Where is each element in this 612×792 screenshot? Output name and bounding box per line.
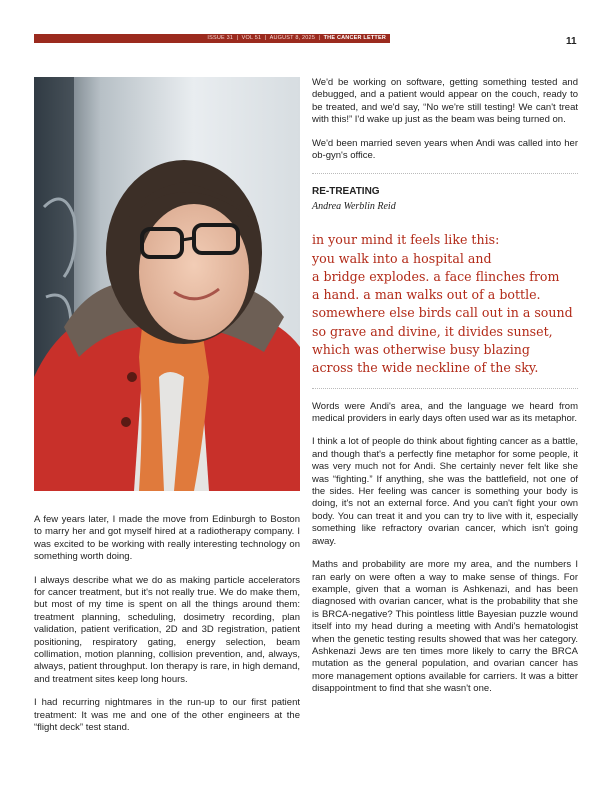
poem-title: RE-TREATING (312, 186, 380, 198)
date-label: AUGUST 8, 2025 (269, 35, 316, 41)
poem-line: somewhere else birds call out in a sound (312, 305, 573, 321)
left-paragraph-2: I always describe what we do as making particle accelerators for cancer treatment, but it's not really true. We do make them, but most of my time is spent on all the things around them: treatment planning, scheduling, dosimetry recording, plan validation, patient verification, 2D and 3D registration, patient positioning, respiratory gating, energy selection, beam collimation, motion planning, collision prevention, and, always, always, patient throughput. Ion therapy is rare, in high demand, and treatment sites keep long hours. (34, 574, 300, 685)
right-paragraph-5: Maths and probability are more my area, and the numbers I ran early on were often a way to make sense of things. For example, given that a woman is Ashkenazi, and has been diagnosed with ovarian cancer, what is the probability that she is BRCA-negative? This pointless little Bayesian puzzle wound itself into my head during a meeting with Andi's hematologist when the genetic testing results showed that was her category. Ashkenazi Jews are ten times more likely to carry the BRCA mutation as the general population, and ovarian cancer has more management options available for carriers. It was a bitter disappointment to find that she wasn't one. (312, 559, 578, 695)
issue-label: ISSUE 31 (207, 35, 234, 41)
volume-label: VOL 51 (241, 35, 262, 41)
portrait-photo (34, 77, 300, 491)
poem-line: a hand. a man walks out of a bottle. (312, 287, 541, 303)
right-paragraph-4: I think a lot of people do think about fighting cancer as a battle, and though that's a perfectly fine metaphor for some people, it was very much not for Andi. She certainly never felt like she was “fighting.” If anything, she was the battlefield, not one of the sides. Her feeling was cancer is something your body is doing, it's not an external force. And you can't fight your own body. You can treat it and you can try to live with it, especially something like refractory ovarian cancer, which isn't going away. (312, 436, 578, 547)
divider-top (312, 173, 578, 174)
right-column (312, 77, 578, 707)
left-column (34, 514, 300, 746)
poem-line: a bridge explodes. a face flinches from (312, 268, 560, 284)
header-meta: ISSUE 31 | VOL 51 | AUGUST 8, 2025 | THE CANCER LETTER (207, 35, 386, 41)
publication-name: THE CANCER LETTER (323, 35, 386, 41)
left-paragraph-3: I had recurring nightmares in the run-up to our first patient treatment: It was me and one of the other engineers at the “flight deck” test stand. (34, 697, 300, 734)
poem-author: Andrea Werblin Reid (312, 200, 396, 212)
poem-line: in your mind it feels like this: (312, 232, 500, 248)
page-number: 11 (566, 36, 577, 47)
poem-line: which was otherwise busy blazing (312, 342, 530, 358)
divider-bottom (312, 388, 578, 389)
poem-text (312, 231, 578, 377)
left-paragraph-1: A few years later, I made the move from Edinburgh to Boston to marry her and got myself hired at a radiotherapy company. I was excited to be working with really interesting technology on something worth doing. (34, 514, 300, 563)
poem-line: across the wide neckline of the sky. (312, 360, 539, 376)
poem-line: so grave and divine, it divides sunset, (312, 323, 553, 339)
poem-line: you walk into a hospital and (312, 250, 492, 266)
header-bar (34, 34, 390, 43)
right-paragraph-1: We'd be working on software, getting something tested and debugged, and a patient would appear on the couch, ready to be treated, and we'd say, “No we're still testing! We can't treat with this!” I'd wake up just as the beam was being turned on. (312, 77, 578, 126)
right-paragraph-3: Words were Andi's area, and the language we heard from medical providers in early days often used war as its metaphor. (312, 400, 578, 425)
right-paragraph-2: We'd been married seven years when Andi was called into her ob-gyn's office. (312, 137, 578, 162)
